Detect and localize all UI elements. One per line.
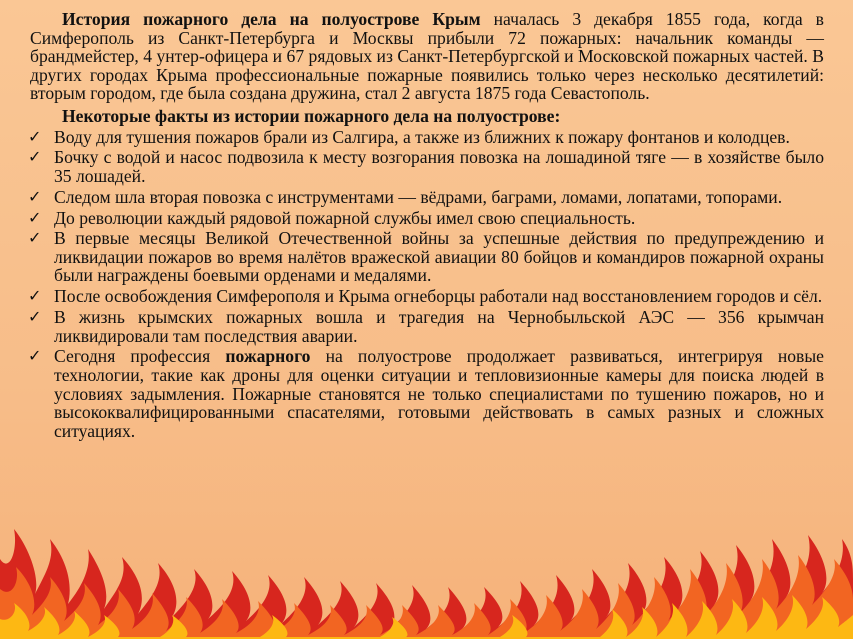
checkmark-icon: ✓: [28, 147, 42, 167]
checkmark-icon: ✓: [28, 126, 42, 146]
fact-item: [30, 148, 824, 185]
fact-text: Следом шла вторая повозка с инструментами — вёдрами, баграми, ломами, лопатами, топорами.: [54, 186, 783, 207]
fact-text-before: Сегодня профессия: [54, 346, 211, 367]
facts-heading: Некоторые факты из истории пожарного дела на полуострове:: [62, 105, 561, 126]
checkmark-icon: ✓: [28, 286, 42, 306]
fact-text-bold: пожарного: [225, 346, 311, 367]
fact-text: В жизнь крымских пожарных вошла и трагедия на Чернобыльской АЭС — 356 крымчан ликвидировали там последствия аварии.: [54, 307, 824, 346]
fact-item: [30, 188, 824, 207]
intro-text: началась 3 декабря 1855 года, когда в Симферополь из Санкт-Петербурга и Москвы прибыли 72 пожарных: начальник команды — брандмейстер, 4 унтер-офицера и 67 рядовых из Санкт-Петербургской и Московской пожарных частей. В других городах Крыма профессиональные пожарные появились только через несколько десятилетий: вторым городом, где была создана дружина, стал 2 августа 1875 года Севастополь.: [30, 9, 824, 104]
fact-text: До революции каждый рядовой пожарной службы имел свою специальность.: [54, 207, 636, 228]
fact-item: [30, 308, 824, 345]
checkmark-icon: ✓: [28, 207, 42, 227]
fact-item-last: [30, 347, 824, 440]
checkmark-icon: ✓: [28, 307, 42, 327]
intro-title: История пожарного дела на полуострове Крым: [62, 9, 481, 29]
flames-decoration: [0, 519, 853, 639]
intro-paragraph: [30, 10, 824, 103]
fact-text: После освобождения Симферополя и Крыма огнеборцы работали над восстановлением городов и сёл.: [54, 286, 823, 307]
checkmark-icon: ✓: [28, 186, 42, 206]
fact-text-after: на полуострове продолжает развиваться, интегрируя новые технологии, такие как дроны для оценки ситуации и тепловизионные камеры для поиска людей в условиях задымления. Пожарные становятся не только специалистами по тушению пожаров, но и высококвалифицированными спасателями, готовыми действовать в самых разных и сложных ситуациях.: [54, 346, 824, 441]
fact-item: [30, 209, 824, 228]
fact-text: В первые месяцы Великой Отечественной войны за успешные действия по предупреждению и ликвидации пожаров во время налётов вражеской авиации 80 бойцов и командиров пожарной охраны были награждены боевыми орденами и медалями.: [54, 228, 824, 286]
text-content: [30, 10, 824, 443]
fact-item: [30, 287, 824, 306]
fact-text: Воду для тушения пожаров брали из Салгира, а также из ближних к пожару фонтанов и колодцев.: [54, 126, 790, 147]
fact-text: Бочку с водой и насос подвозила к месту возгорания повозка на лошадиной тяге — в хозяйстве было 35 лошадей.: [54, 147, 824, 186]
fact-item: [30, 128, 824, 147]
checkmark-icon: ✓: [28, 346, 42, 366]
facts-list: [30, 128, 824, 441]
fact-item: [30, 229, 824, 285]
checkmark-icon: ✓: [28, 228, 42, 248]
